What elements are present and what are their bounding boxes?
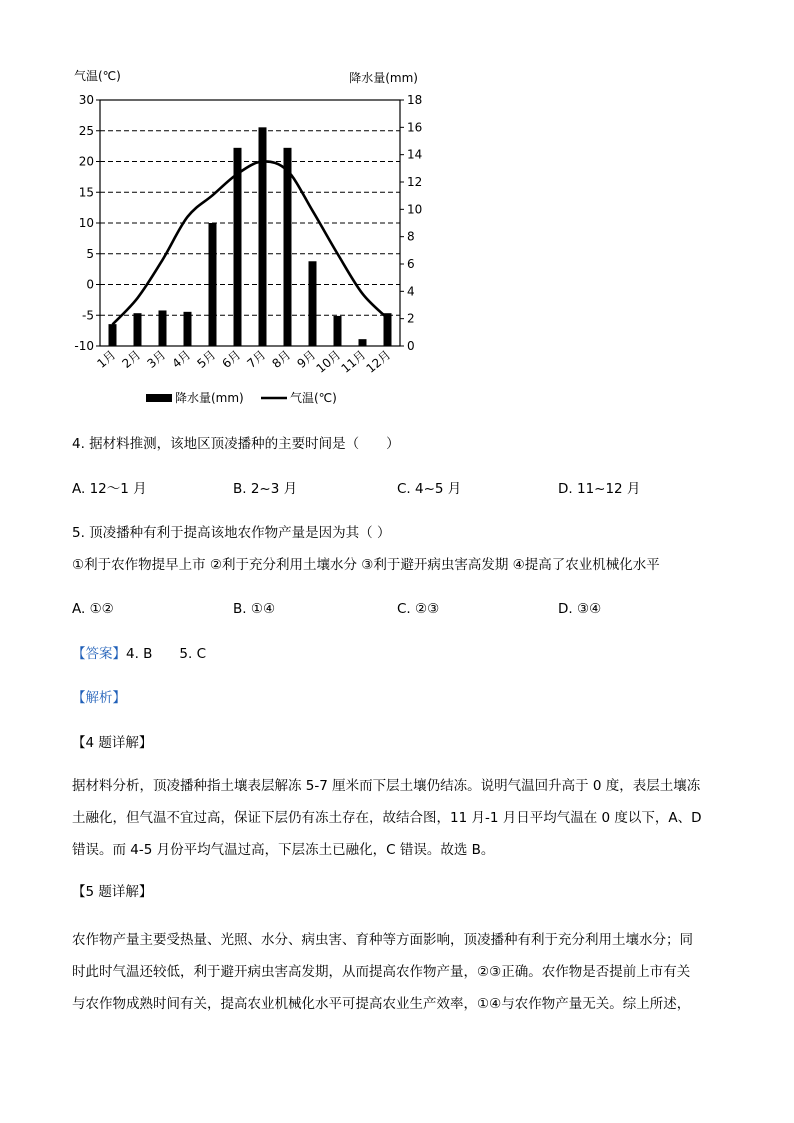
climate-chart: [62, 62, 442, 414]
q4-option-a: A. 12～1 月: [72, 481, 147, 497]
d5-line: 农作物产量主要受热量、光照、水分、病虫害、育种等方面影响，顶凌播种有利于充分利用土壤水分；同: [72, 932, 693, 948]
right-tick-label: 18: [407, 93, 423, 107]
analysis-tag: 【解析】: [72, 690, 126, 706]
month-label: 4月: [169, 347, 194, 371]
left-axis-title: 气温(℃): [74, 69, 121, 83]
d4-tag: 【4 题详解】: [72, 735, 153, 751]
precip-bar: [284, 148, 292, 346]
month-label: 1月: [94, 347, 119, 371]
q4-option-c: C. 4~5 月: [397, 481, 462, 497]
month-label: 8月: [269, 347, 294, 371]
month-label: 5月: [194, 347, 219, 371]
q5-choices: ①利于农作物提早上市 ②利于充分利用土壤水分 ③利于避开病虫害高发期 ④提高了农业机械化水平: [72, 557, 660, 573]
q5-option-c: C. ②③: [397, 601, 440, 617]
month-label: 2月: [119, 347, 144, 371]
d5-line: 与农作物成熟时间有关，提高农业机械化水平可提高农业生产效率，①④与农作物产量无关。综上所述，: [72, 996, 691, 1012]
legend-line-label: 气温(℃): [290, 391, 337, 405]
q4-stem: 4. 据材料推测，该地区顶凌播种的主要时间是（ ）: [72, 436, 400, 452]
q4-option-b: B. 2~3 月: [233, 481, 298, 497]
precip-bar: [184, 312, 192, 346]
precip-bar: [159, 310, 167, 346]
left-tick-label: -10: [74, 339, 94, 353]
d5-body: [72, 924, 722, 1020]
right-tick-label: 0: [407, 339, 415, 353]
answer-tag: 【答案】: [72, 646, 126, 662]
left-tick-label: 20: [78, 154, 94, 169]
precip-bar: [334, 316, 342, 346]
right-tick-label: 14: [407, 147, 423, 162]
answer-text: 4. B 5. C: [126, 646, 207, 662]
temperature-line: [113, 161, 388, 324]
month-label: 7月: [244, 347, 269, 371]
legend-bar-label: 降水量(mm): [175, 391, 244, 405]
precip-bar: [134, 313, 142, 346]
month-label: 3月: [144, 347, 169, 371]
d5-line: 时此时气温还较低，利于避开病虫害高发期，从而提高农作物产量，②③正确。农作物是否提前上市有关: [72, 964, 691, 980]
q5-stem: 5. 顶凌播种有利于提高该地农作物产量是因为其（ ）: [72, 525, 391, 541]
month-label: 6月: [219, 347, 244, 371]
d4-body: [72, 770, 722, 866]
month-label: 9月: [294, 347, 319, 371]
left-tick-label: 10: [78, 216, 94, 230]
month-label: 10月: [313, 347, 344, 376]
left-tick-label: 15: [78, 185, 94, 200]
right-tick-label: 4: [407, 284, 415, 299]
q5-option-a: A. ①②: [72, 601, 114, 617]
left-tick-label: 25: [78, 123, 94, 138]
q5-option-d: D. ③④: [558, 601, 602, 617]
d5-tag: 【5 题详解】: [72, 884, 153, 900]
precip-bar: [234, 148, 242, 346]
right-axis-title: 降水量(mm): [349, 71, 418, 85]
q4-option-d: D. 11~12 月: [558, 481, 641, 497]
month-label: 11月: [338, 347, 369, 376]
right-tick-label: 8: [407, 229, 415, 244]
q5-option-b: B. ①④: [233, 601, 276, 617]
right-tick-label: 2: [407, 311, 415, 326]
right-tick-label: 10: [407, 202, 423, 217]
left-tick-label: -5: [82, 308, 94, 323]
d4-line: 错误。而 4-5 月份平均气温过高，下层冻土已融化，C 错误。故选 B。: [72, 842, 495, 858]
precip-bar: [209, 223, 217, 346]
precip-bar: [109, 324, 117, 346]
left-tick-label: 0: [86, 277, 94, 292]
legend-bar-swatch: [146, 394, 172, 402]
left-tick-label: 30: [78, 93, 94, 107]
answer-line: [72, 644, 206, 664]
right-tick-label: 6: [407, 257, 415, 271]
d4-line: 据材料分析，顶凌播种指土壤表层解冻 5-7 厘米而下层土壤仍结冻。说明气温回升高于 0 度，表层土壤冻: [72, 778, 701, 794]
month-label: 12月: [363, 347, 394, 376]
left-tick-label: 5: [86, 246, 94, 261]
right-tick-label: 16: [407, 120, 423, 135]
precip-bar: [359, 339, 367, 346]
climate-chart-svg: [62, 62, 442, 414]
precip-bar: [309, 261, 317, 346]
d4-line: 土融化，但气温不宜过高，保证下层仍有冻土存在，故结合图，11 月-1 月日平均气温在 0 度以下，A、D: [72, 810, 702, 826]
right-tick-label: 12: [407, 175, 423, 189]
